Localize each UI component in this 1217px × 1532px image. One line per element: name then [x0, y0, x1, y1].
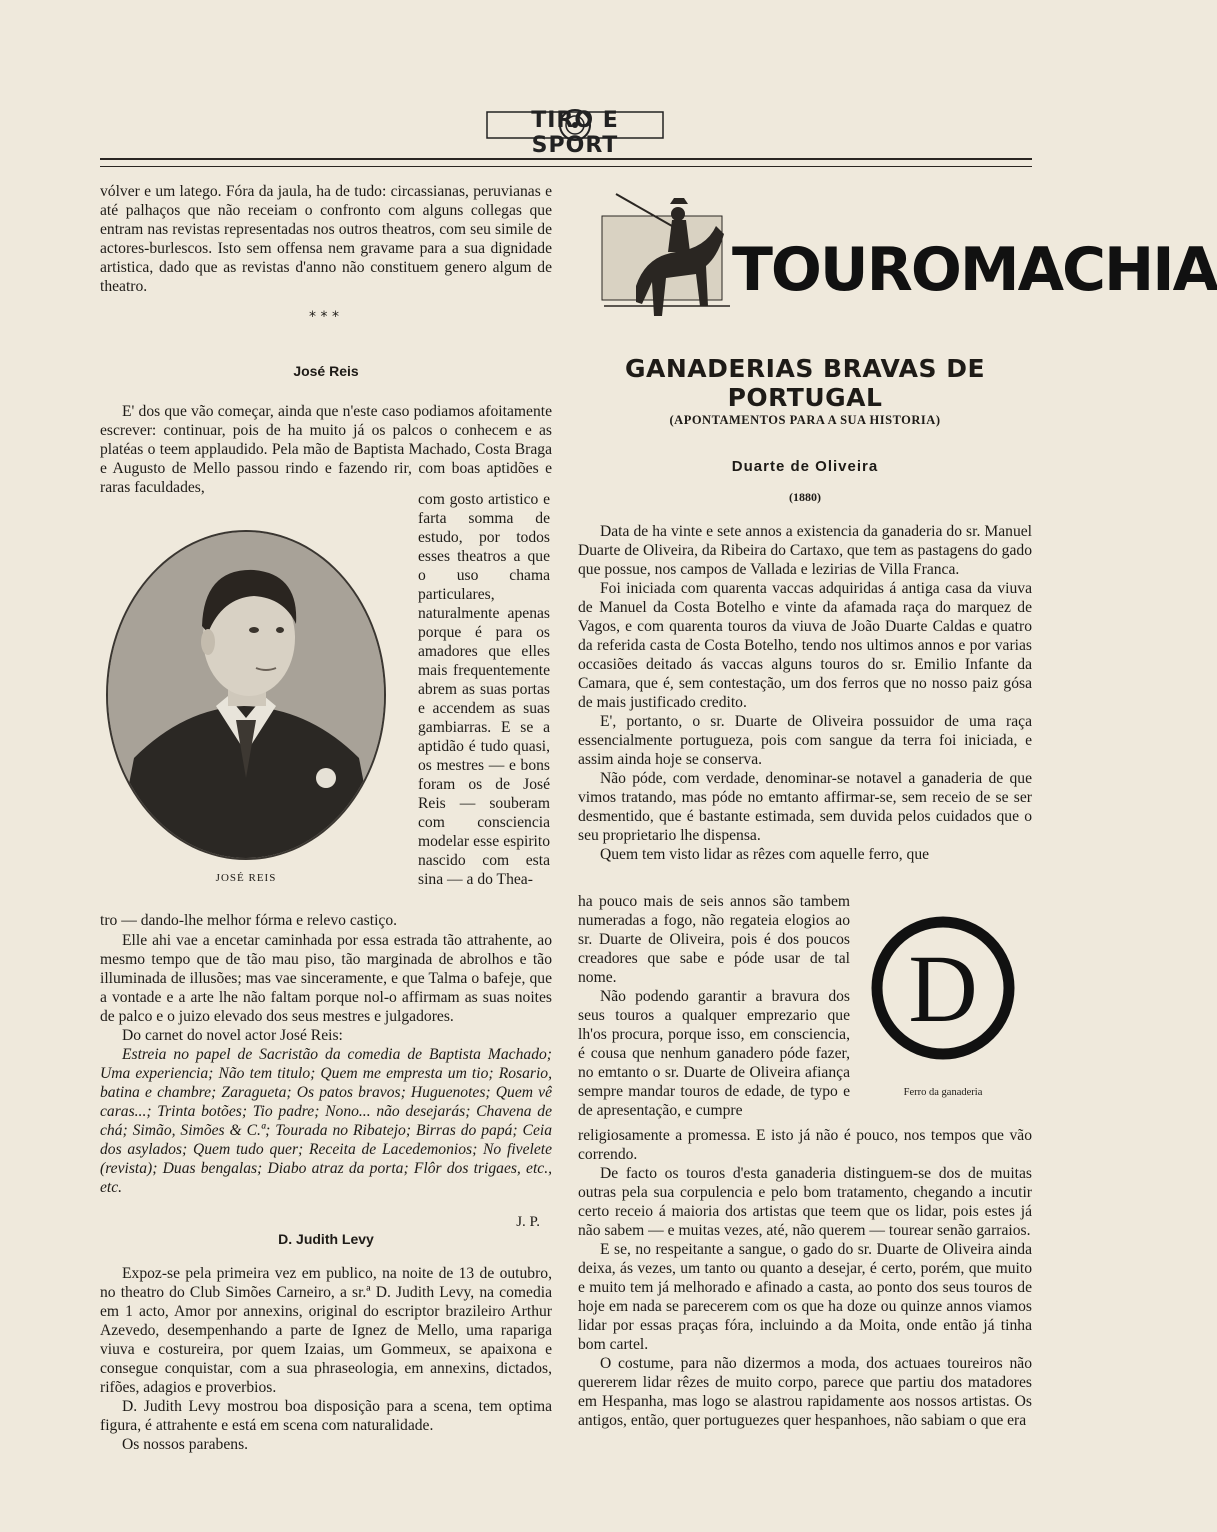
- section-separator: * * *: [309, 309, 339, 325]
- ganaderia-text-5-narrow: ha pouco mais de seis annos são tambem numeradas a fogo, não regateia elogios ao sr. Duarte de Oliveira, pois é dos poucos creadores que sabe e póde usar de tal nome.: [578, 893, 850, 986]
- jose-reis-paragraph-narrow: [418, 490, 550, 889]
- ganaderia-text-6-narrow: Não podendo garantir a bravura dos seus touros a qualquer emprezario que lh'os procura, porque isso, em consciencia, é cousa que nenhum ganadero póde fazer, no emtanto o sr. Duarte de Oliveira afiança sempre mandar touros de edade, de typo e de apresentação, e cumpre: [578, 988, 850, 1119]
- ganaderia-paragraphs-1: [578, 522, 1032, 864]
- ganaderia-brand-mark: [870, 915, 1016, 1061]
- article-headline: GANADERIAS BRAVAS DE PORTUGAL: [624, 354, 986, 412]
- ganaderia-paragraphs-2: [578, 1126, 1032, 1430]
- ganaderia-text-3: E', portanto, o sr. Duarte de Oliveira possuidor de uma raça essencialmente portugueza, pois com sangue da terra foi iniciada, e assim ainda hoje se conserva.: [578, 713, 1032, 768]
- section-title-judith-levy: D. Judith Levy: [278, 1231, 374, 1247]
- jose-reis-text-tail: tro — dando-lhe melhor fórma e relevo castiço.: [100, 912, 398, 929]
- jose-reis-text-2: Elle ahi vae a encetar caminhada por essa estrada tão attrahente, ao mesmo tempo que de tão mau piso, tão marginada de abrolhos e tão illuminada de illusões; mas vae sinceramente, e que Talma o bafeje, que a vontade e a arte lhe não faltam porque nol-o affirmam as suas noites de palco e o juizo elevado dos seus mestres e julgadores.: [100, 932, 552, 1025]
- portrait-caption: JOSÉ REIS: [215, 872, 277, 884]
- jose-reis-paragraph-2: [100, 931, 552, 1197]
- touromachia-banner-title: TOUROMACHIA: [732, 235, 1217, 305]
- article-author: Duarte de Oliveira: [731, 458, 879, 475]
- judith-levy-text-2: D. Judith Levy mostrou boa disposição para a scena, tem optima figura, é attrahente e está em scena com naturalidade.: [100, 1398, 552, 1434]
- signature: J. P.: [516, 1214, 540, 1230]
- jose-reis-paragraph-tail: [100, 911, 552, 930]
- section-title-jose-reis: José Reis: [293, 363, 359, 379]
- ganaderia-text-2: Foi iniciada com quarenta vaccas adquiridas á antiga casa da viuva de Manuel da Costa Botelho e vinte da afamada raça do marquez de Vagos, e com quarenta touros da viuva de João Duarte Caldas e quatro da referida casta de Costa Botelho, tendo nos ultimos annos e por varias occasiões deitado ás vaccas alguns touros do sr. Emilio Infante da Camara, que é, sem contestação, um dos ferros que no nosso paiz gósa de mais justificado credito.: [578, 580, 1032, 711]
- intro-text: vólver e um latego. Fóra da jaula, ha de tudo: circassianas, peruvianas e até palhaços que não receiam o confronto com alguns collegas que entram nas revistas representadas nos outros theatros, com seu simile de actores-burlescos. Isto sem offensa nem gravame para a sua dignidade artistica, dado que as revistas d'anno não constituem genero algum de theatro.: [100, 183, 552, 295]
- judith-levy-text-1: Expoz-se pela primeira vez em publico, na noite de 13 de outubro, no theatro do Club Simões Carneiro, a sr.ª D. Judith Levy, na comedia em 1 acto, Amor por annexins, original do escriptor brazileiro Arthur Azevedo, desempenhando a parte de Ignez de Mello, uma rapariga viuva e costureira, por quem Izaias, um Gommeux, se apaixona e consegue conquistar, com a sua phraseologia, em annexins, dictados, rifões, adagios e proverbios.: [100, 1265, 552, 1396]
- masthead-logo: [485, 104, 665, 158]
- ganaderia-text-4: Não póde, com verdade, denominar-se notavel a ganaderia de que vimos tratando, mas póde no emtanto affirmar-se, sem receio de se ser desmentido, que é bastante estimada, sem duvida pelos cuidados que o seu proprietario lhe dispensa.: [578, 770, 1032, 844]
- ganaderia-paragraphs-narrow: [578, 892, 850, 1120]
- jose-reis-text-3: Do carnet do novel actor José Reis:: [122, 1027, 343, 1044]
- judith-levy-paragraphs: [100, 1264, 552, 1454]
- jose-reis-text-4: Estreia no papel de Sacristão da comedia de Baptista Machado; Uma experiencia; Não tem titulo; Quem me empresta um tio; Rosario, batina e chambre; Zaragueta; Os patos bravos; Huguenotes; Quem vê caras...; Trinta botões; Tio padre; Nono... não desejarás; Chavena de chá; Simão, Simões & C.ª; Tourada no Ribatejo; Birras do papá; Ceia dos asylados; Quem tudo quer; Receita de Lacedemonios; No fivelete (revista); Duas bengalas; Diabo atraz da porta; Flôr dos trigaes, etc., etc.: [100, 1046, 552, 1196]
- brand-letter: D: [908, 935, 978, 1042]
- jose-reis-paragraph-1: [100, 402, 552, 497]
- ganaderia-text-9: O costume, para não dizermos a moda, dos actuaes toureiros não quererem lidar rêzes de muito corpo, parece que partiu dos matadores em Hespanha, mas logo se alastrou rapidamente aos nossos artistas. Os antigos, então, quer portuguezes quer hespanhoes, não sabiam o que era: [578, 1355, 1032, 1429]
- brand-caption: Ferro da ganaderia: [903, 1087, 983, 1098]
- masthead-title: TIRO E SPORT: [531, 108, 619, 158]
- ganaderia-text-1: Data de ha vinte e sete annos a existencia da ganaderia do sr. Manuel Duarte de Oliveira, da Ribeira do Cartaxo, que tem as pastagens do gado que possue, nos campos de Vallada e lezirias de Villa Franca.: [578, 523, 1032, 578]
- jose-reis-text-narrow: com gosto artistico e farta somma de estudo, por todos esses theatros a que o uso chama particulares, naturalmente apenas porque é para os amadores que elles mais frequentemente abrem as suas portas e accendem as suas gambiarras. E se a aptidão é tudo quasi, os mestres — e bons foram os de José Reis — souberam com consciencia modelar esse espirito nascido com esta sina — a do Thea-: [418, 491, 550, 888]
- article-year: (1880): [789, 490, 821, 504]
- ganaderia-text-7: De facto os touros d'esta ganaderia distinguem-se dos de muitas outras pela sua corpulencia e pelo bom tratamento, chegando a incutir certo receio á maioria dos artistas que teem que os lidar, pois estes já não sabem — e muitas vezes, até, não querem — tourear senão garraios.: [578, 1165, 1032, 1239]
- judith-levy-text-3: Os nossos parabens.: [122, 1436, 249, 1453]
- header-rule: [100, 158, 1032, 167]
- intro-paragraph: [100, 182, 552, 296]
- jose-reis-portrait: [104, 528, 388, 862]
- ganaderia-text-5-first: Quem tem visto lidar as rêzes com aquelle ferro, que: [600, 846, 930, 863]
- ganaderia-text-6-tail: religiosamente a promessa. E isto já não é pouco, nos tempos que vão correndo.: [578, 1127, 1032, 1163]
- ganaderia-text-8: E se, no respeitante a sangue, o gado do sr. Duarte de Oliveira ainda deixa, ás vezes, um tanto ou quanto a desejar, é certo, porém, que muito e muito tem já melhorado e afinado a casta, ao ponto dos seus touros de hoje em nada se parecerem com os que ha doze ou quinze annos viamos lidar por essas praças fóra, incluindo a da Moita, onde então já tinha bom cartel.: [578, 1241, 1032, 1353]
- jose-reis-text-1: E' dos que vão começar, ainda que n'este caso podiamos afoitamente escrever: continuar, pois de ha muito já os palcos o conhecem e as platéas o teem applaudido. Pela mão de Baptista Machado, Costa Braga e Augusto de Mello passou rindo e fazendo rir, com boas aptidões e raras faculdades,: [100, 403, 552, 496]
- article-subheadline: (APONTAMENTOS PARA A SUA HISTORIA): [669, 413, 941, 427]
